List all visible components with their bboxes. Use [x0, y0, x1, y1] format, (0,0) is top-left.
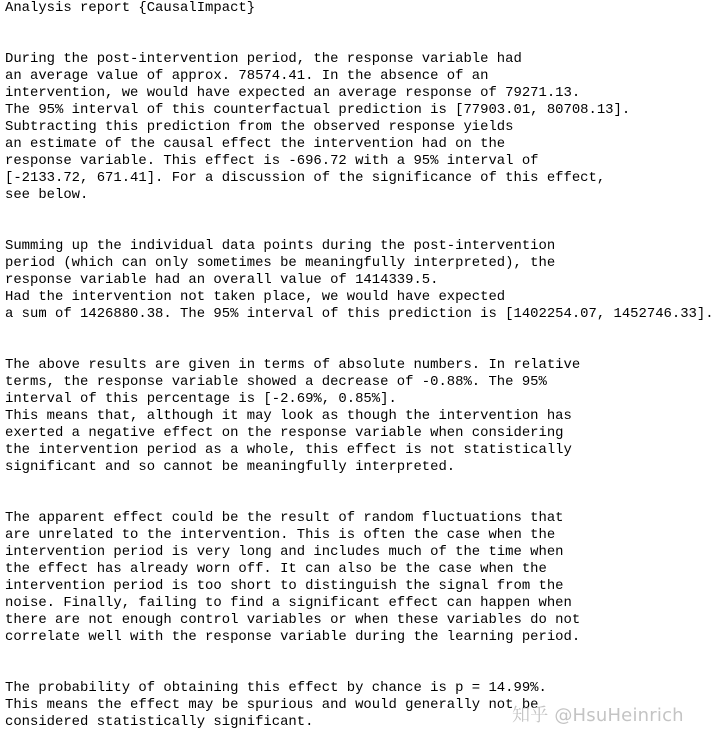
report-line: period (which can only sometimes be meaningfully interpreted), the — [5, 255, 556, 271]
report-line: the intervention period as a whole, this effect is not statistically — [5, 442, 572, 458]
report-line: The probability of obtaining this effect by chance is p = 14.99%. — [5, 680, 547, 696]
report-line: response variable. This effect is -696.72 with a 95% interval of — [5, 153, 539, 169]
report-line: This means the effect may be spurious and would generally not be — [5, 697, 539, 713]
blank-line — [5, 493, 726, 510]
blank-line — [5, 204, 726, 221]
blank-line — [5, 476, 726, 493]
paragraph-cumulative-sum — [5, 238, 726, 323]
report-line: response variable had an overall value of 1414339.5. — [5, 272, 439, 288]
report-line: noise. Finally, failing to find a significant effect can happen when — [5, 595, 572, 611]
paragraph-relative-terms — [5, 357, 726, 476]
blank-line — [5, 646, 726, 663]
report-line: considered statistically significant. — [5, 714, 314, 730]
report-line: a sum of 1426880.38. The 95% interval of this prediction is [1402254.07, 1452746.33]. — [5, 306, 714, 322]
report-line: The apparent effect could be the result of random fluctuations that — [5, 510, 564, 526]
blank-line — [5, 663, 726, 680]
report-line: an estimate of the causal effect the intervention had on the — [5, 136, 506, 152]
report-line: significant and so cannot be meaningfully interpreted. — [5, 459, 456, 475]
report-title: Analysis report {CausalImpact} — [5, 0, 256, 16]
blank-line — [5, 17, 726, 34]
report-line: are unrelated to the intervention. This is often the case when the — [5, 527, 556, 543]
blank-line — [5, 340, 726, 357]
report-line: exerted a negative effect on the response variable when considering — [5, 425, 564, 441]
analysis-report — [5, 0, 726, 731]
paragraph-apparent-effect — [5, 510, 726, 646]
report-line: the effect has already worn off. It can also be the case when the — [5, 561, 547, 577]
report-line: interval of this percentage is [-2.69%, 0.85%]. — [5, 391, 397, 407]
report-line: intervention, we would have expected an average response of 79271.13. — [5, 85, 581, 101]
report-line: intervention period is too short to distinguish the signal from the — [5, 578, 564, 594]
report-line: an average value of approx. 78574.41. In the absence of an — [5, 68, 489, 84]
zhihu-watermark: 知乎 @HsuHeinrich — [512, 705, 684, 726]
report-line: correlate well with the response variable during the learning period. — [5, 629, 581, 645]
report-line: intervention period is very long and includes much of the time when — [5, 544, 564, 560]
report-line: Subtracting this prediction from the observed response yields — [5, 119, 514, 135]
report-line: terms, the response variable showed a decrease of -0.88%. The 95% — [5, 374, 547, 390]
report-line: Had the intervention not taken place, we would have expected — [5, 289, 506, 305]
report-line: there are not enough control variables or when these variables do not — [5, 612, 581, 628]
report-line: The 95% interval of this counterfactual prediction is [77903.01, 80708.13]. — [5, 102, 631, 118]
blank-line — [5, 323, 726, 340]
blank-line — [5, 221, 726, 238]
blank-line — [5, 34, 726, 51]
paragraph-post-intervention-average — [5, 51, 726, 204]
report-line: see below. — [5, 187, 89, 203]
report-line: The above results are given in terms of absolute numbers. In relative — [5, 357, 581, 373]
report-line: During the post-intervention period, the response variable had — [5, 51, 522, 67]
report-line: [-2133.72, 671.41]. For a discussion of the significance of this effect, — [5, 170, 606, 186]
report-line: This means that, although it may look as though the intervention has — [5, 408, 572, 424]
report-line: Summing up the individual data points during the post-intervention — [5, 238, 556, 254]
